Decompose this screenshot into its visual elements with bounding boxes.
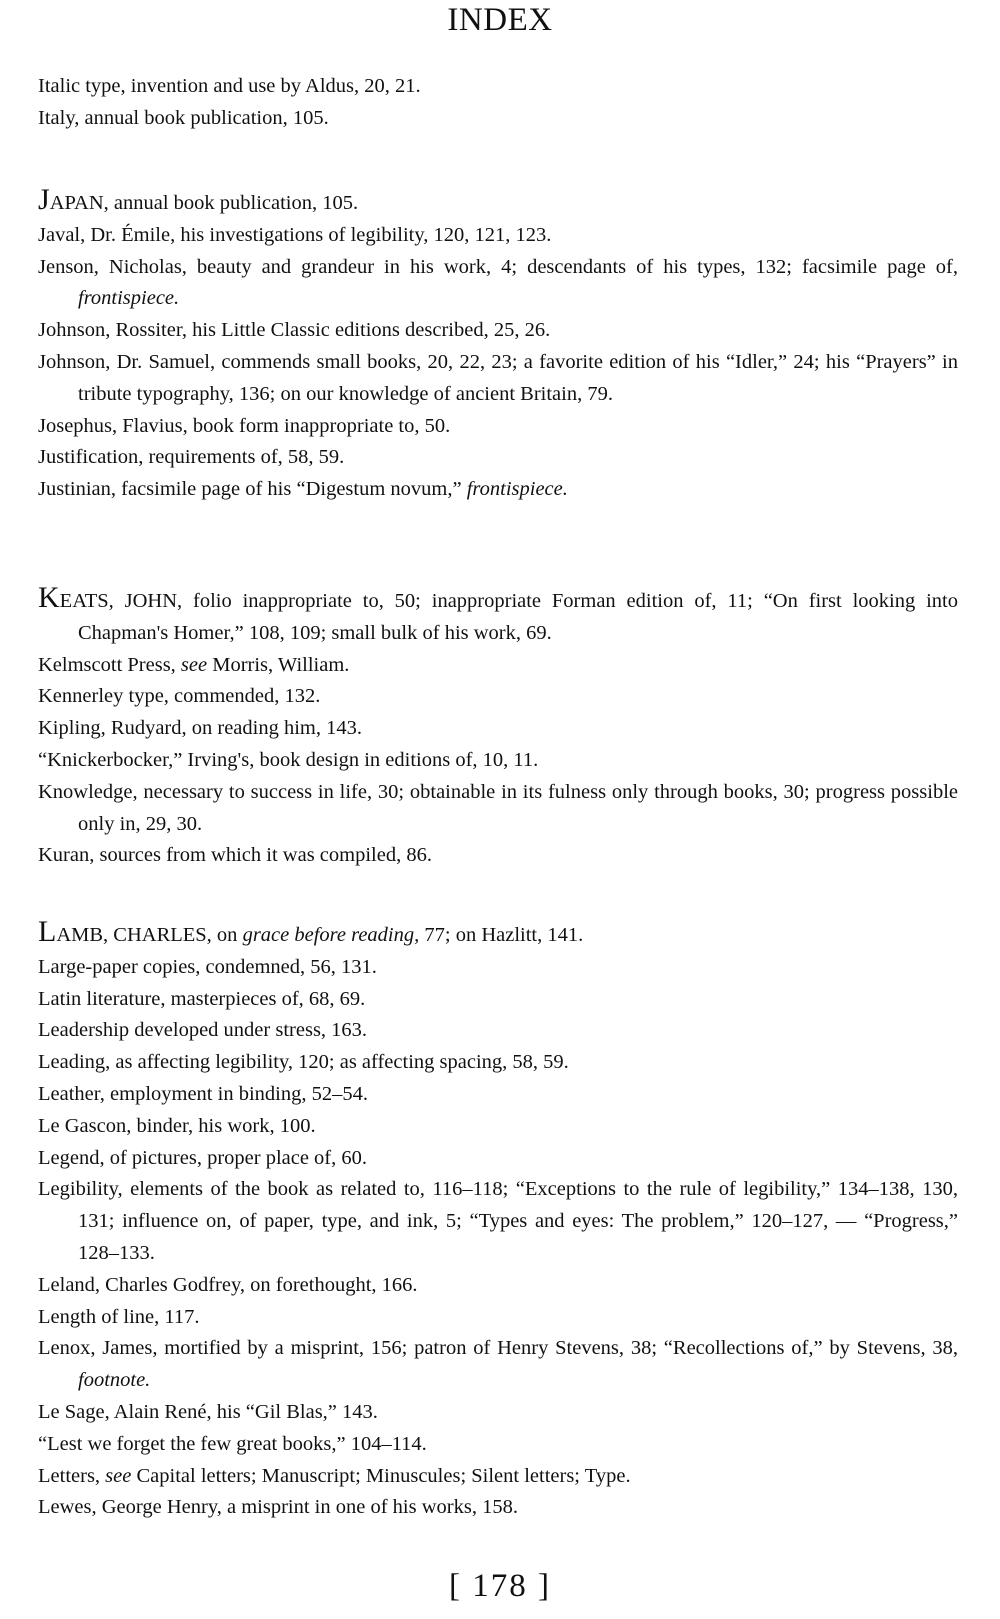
index-entry xyxy=(38,713,958,745)
index-entry xyxy=(38,1429,958,1461)
index-entry-text: “Knickerbocker,” Irving's, book design in editions of, 10, 11. xyxy=(38,748,539,771)
index-entry-italic: frontispiece. xyxy=(466,478,568,501)
index-entry-text: AMB, CHARLES, on xyxy=(56,924,243,946)
index-entry-text: Italy, annual book publication, 105. xyxy=(38,106,329,129)
index-entry xyxy=(38,840,958,872)
index-entry xyxy=(38,1143,958,1175)
index-entry-text: Justinian, facsimile page of his “Digestum novum,” xyxy=(38,478,467,501)
index-entry xyxy=(38,71,958,103)
index-entry xyxy=(38,474,958,506)
index-section-j xyxy=(38,183,958,506)
index-entry-italic: see xyxy=(180,653,208,676)
index-entry xyxy=(38,952,958,984)
index-entry-text: Letters, xyxy=(38,1464,106,1487)
index-entry-text: Capital letters; Manuscript; Minuscules; Silent letters; Type. xyxy=(131,1464,631,1487)
index-entry xyxy=(38,1461,958,1493)
index-entry xyxy=(38,442,958,474)
section-initial: L xyxy=(38,915,57,948)
index-entry-italic: see xyxy=(105,1464,132,1487)
index-entry xyxy=(38,745,958,777)
index-entry-text: Knowledge, necessary to success in life, 30; obtainable in its fulness only through books, 30; progress possible only in, 29, 30. xyxy=(38,780,958,835)
index-entry-text: Kuran, sources from which it was compiled, 86. xyxy=(38,844,432,867)
index-entry-text: Legend, of pictures, proper place of, 60. xyxy=(38,1146,368,1169)
index-entry-text: Lewes, George Henry, a misprint in one of his works, 158. xyxy=(38,1496,518,1519)
section-initial: J xyxy=(38,183,50,216)
page-title: INDEX xyxy=(447,2,553,38)
section-initial: K xyxy=(38,581,60,614)
index-entry xyxy=(38,650,958,682)
index-entry-text: Length of line, 117. xyxy=(38,1305,200,1328)
index-section-l xyxy=(38,915,958,1524)
index-entry xyxy=(38,220,958,252)
index-entry xyxy=(38,1111,958,1143)
index-entry xyxy=(38,183,958,220)
index-entry xyxy=(38,1047,958,1079)
index-entry xyxy=(38,411,958,443)
index-entry-text: Justification, requirements of, 58, 59. xyxy=(38,446,345,469)
index-entry-text: Leadership developed under stress, 163. xyxy=(38,1019,368,1042)
index-entry xyxy=(38,915,958,952)
page-number: [ 178 ] xyxy=(449,1568,551,1604)
index-entry-text: Legibility, elements of the book as related to, 116–118; “Exceptions to the rule of legibility,” 134–138, 130, 131; influence on, of paper, type, and ink, 5; “Types and eyes: The problem,” 120–127, — “Progress,” 128–133. xyxy=(38,1178,958,1264)
index-entry xyxy=(38,1302,958,1334)
index-entry xyxy=(38,103,958,135)
index-entry xyxy=(38,777,958,841)
index-entry-text: Jenson, Nicholas, beauty and grandeur in his work, 4; descendants of his types, 132; facsimile page of, xyxy=(38,255,958,278)
index-entry-text: Large-paper copies, condemned, 56, 131. xyxy=(38,955,377,978)
index-entry-text: Leather, employment in binding, 52–54. xyxy=(38,1082,368,1105)
index-entry xyxy=(38,1270,958,1302)
index-entry xyxy=(38,681,958,713)
index-entry xyxy=(38,581,958,650)
index-entry-text: Johnson, Dr. Samuel, commends small books, 20, 22, 23; a favorite edition of his “Idler,” 24; his “Prayers” in tribute typography, 136; on our knowledge of ancient Britain, 79. xyxy=(38,350,958,405)
index-entry-text: Kelmscott Press, xyxy=(38,653,181,676)
index-entry-italic: grace before reading, xyxy=(242,924,420,946)
index-entry xyxy=(38,252,958,316)
index-entry xyxy=(38,1492,958,1524)
index-entry-text: Latin literature, masterpieces of, 68, 69. xyxy=(38,987,366,1010)
index-entry-text: APAN, annual book publication, 105. xyxy=(49,192,359,214)
index-section-k xyxy=(38,581,958,872)
index-entry xyxy=(38,315,958,347)
index-entry-italic: frontispiece. xyxy=(78,287,180,310)
index-entry-text: Kennerley type, commended, 132. xyxy=(38,685,321,708)
index-entry-text: Italic type, invention and use by Aldus, 20, 21. xyxy=(38,75,421,97)
index-entry-italic: footnote. xyxy=(78,1369,151,1392)
index-entry xyxy=(38,1079,958,1111)
index-entry xyxy=(38,1174,958,1269)
index-entry-text: Lenox, James, mortified by a misprint, 156; patron of Henry Stevens, 38; “Recollections of,” by Stevens, 38, xyxy=(38,1337,958,1360)
index-entry-text: Le Sage, Alain René, his “Gil Blas,” 143. xyxy=(38,1400,378,1423)
index-entry-text: Johnson, Rossiter, his Little Classic editions described, 25, 26. xyxy=(38,319,551,342)
index-entry xyxy=(38,1015,958,1047)
index-entry-text: Leading, as affecting legibility, 120; as affecting spacing, 58, 59. xyxy=(38,1051,569,1074)
index-entry xyxy=(38,984,958,1016)
index-entry-text: Le Gascon, binder, his work, 100. xyxy=(38,1114,316,1137)
index-entry xyxy=(38,1397,958,1429)
index-entry-text: EATS, JOHN, folio inappropriate to, 50; inappropriate Forman edition of, 11; “On first looking into Chapman's Homer,” 108, 109; small bulk of his work, 69. xyxy=(59,590,958,644)
index-entry-text: Leland, Charles Godfrey, on forethought, 166. xyxy=(38,1273,418,1296)
index-entry-text: “Lest we forget the few great books,” 104–114. xyxy=(38,1432,427,1455)
index-entry-text: Kipling, Rudyard, on reading him, 143. xyxy=(38,717,362,740)
index-entry xyxy=(38,347,958,411)
index-entry-text: Javal, Dr. Émile, his investigations of legibility, 120, 121, 123. xyxy=(38,223,552,246)
index-entry-text: Morris, William. xyxy=(207,653,350,676)
index-entry-text: Josephus, Flavius, book form inappropriate to, 50. xyxy=(38,414,451,437)
index-entry-text: 77; on Hazlitt, 141. xyxy=(419,924,584,946)
index-entry xyxy=(38,1333,958,1397)
index-section-i xyxy=(38,71,958,135)
